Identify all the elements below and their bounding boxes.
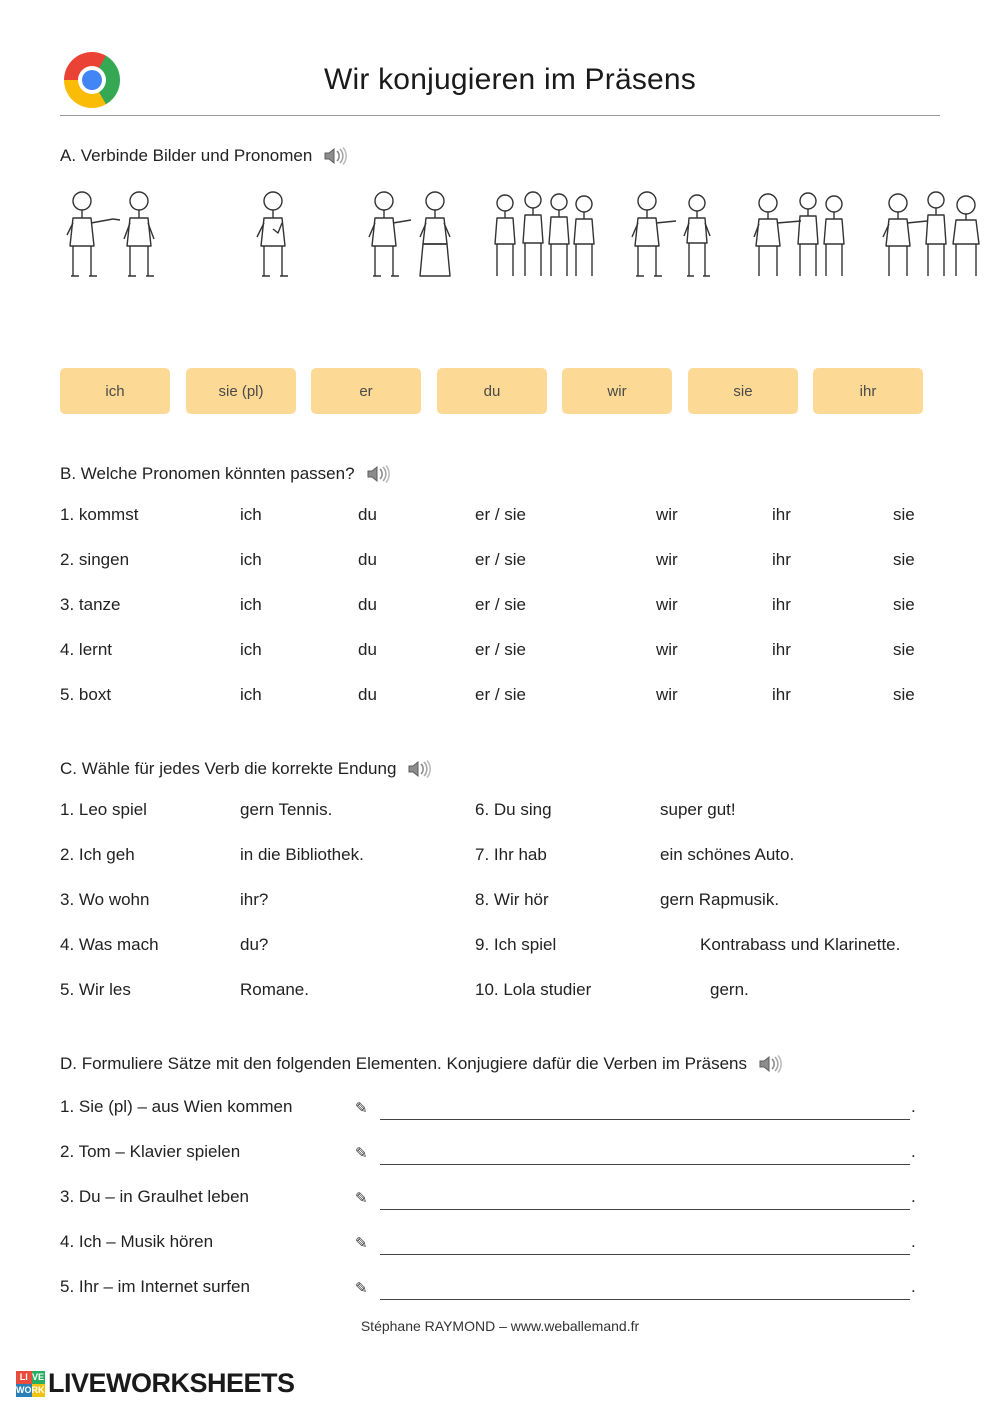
- option-wir[interactable]: wir: [656, 505, 678, 524]
- c-left-prompt-4: 4. Was mach: [60, 935, 159, 954]
- section-d-label: D. Formuliere Sätze mit den folgenden Elementen. Konjugiere dafür die Verben im Präsens: [60, 1054, 747, 1073]
- pen-icon: ✎: [355, 1190, 368, 1207]
- verb-label: 4. lernt: [60, 640, 112, 659]
- pronoun-chip-wir[interactable]: wir: [562, 368, 672, 414]
- chrome-icon: [64, 52, 120, 108]
- logo-cell-1: LI: [16, 1371, 32, 1384]
- c-left-tail-4: du?: [240, 935, 269, 954]
- speaker-icon[interactable]: [406, 758, 432, 780]
- pronoun-chip-sie-pl[interactable]: sie (pl): [186, 368, 296, 414]
- exercise-row: [60, 930, 940, 975]
- sentence-row: [60, 1182, 940, 1227]
- picture-group-of-three[interactable]: [878, 185, 984, 285]
- pronoun-chip-ihr[interactable]: ihr: [813, 368, 923, 414]
- pen-icon: ✎: [355, 1235, 368, 1252]
- section-d-heading: [60, 1053, 783, 1075]
- page-title: Wir konjugieren im Präsens: [324, 62, 696, 96]
- pronoun-chip-er[interactable]: er: [311, 368, 421, 414]
- period-2: .: [911, 1142, 916, 1161]
- section-a-images: [60, 185, 940, 285]
- c-left-prompt-5: 5. Wir les: [60, 980, 131, 999]
- speaker-icon[interactable]: [322, 145, 348, 167]
- option-ihr[interactable]: ihr: [772, 640, 791, 659]
- c-left-tail-2: in die Bibliothek.: [240, 845, 364, 864]
- d-prompt-5: 5. Ihr – im Internet surfen: [60, 1277, 250, 1296]
- section-c-heading: [60, 758, 432, 780]
- pronoun-chip-sie[interactable]: sie: [688, 368, 798, 414]
- table-row: [60, 590, 940, 635]
- c-right-prompt-7: 7. Ihr hab: [475, 845, 547, 864]
- option-ich[interactable]: ich: [240, 550, 262, 569]
- c-left-prompt-2: 2. Ich geh: [60, 845, 135, 864]
- option-ihr[interactable]: ihr: [772, 595, 791, 614]
- logo-cell-4: RK: [31, 1384, 45, 1395]
- period-4: .: [911, 1232, 916, 1251]
- exercise-row: [60, 795, 940, 840]
- answer-line-5[interactable]: [380, 1299, 910, 1300]
- option-ich[interactable]: ich: [240, 595, 262, 614]
- option-sie[interactable]: sie: [893, 685, 915, 704]
- picture-two-people-pointing[interactable]: [60, 185, 164, 285]
- author-credit: Stéphane RAYMOND – www.weballemand.fr: [360, 1318, 640, 1334]
- c-right-tail-8: gern Rapmusik.: [660, 890, 780, 909]
- logo-cell-3: WO: [16, 1384, 32, 1395]
- option-ihr[interactable]: ihr: [772, 505, 791, 524]
- answer-line-4[interactable]: [380, 1254, 910, 1255]
- period-5: .: [911, 1277, 916, 1296]
- speaker-icon[interactable]: [757, 1053, 783, 1075]
- c-left-prompt-1: 1. Leo spiel: [60, 800, 147, 819]
- picture-group-of-four[interactable]: [487, 185, 599, 285]
- option-du[interactable]: du: [358, 640, 377, 659]
- exercise-row: [60, 840, 940, 885]
- c-right-prompt-10: 10. Lola studier: [475, 980, 592, 999]
- option-wir[interactable]: wir: [656, 550, 678, 569]
- section-c-label: C. Wähle für jedes Verb die korrekte Endung: [60, 759, 397, 778]
- option-ich[interactable]: ich: [240, 505, 262, 524]
- c-right-tail-10: gern.: [710, 980, 749, 999]
- c-left-tail-3: ihr?: [240, 890, 269, 909]
- option-ich[interactable]: ich: [240, 685, 262, 704]
- d-prompt-4: 4. Ich – Musik hören: [60, 1232, 214, 1251]
- option-du[interactable]: du: [358, 595, 377, 614]
- option-du[interactable]: du: [358, 505, 377, 524]
- pen-icon: ✎: [355, 1145, 368, 1162]
- verb-label: 3. tanze: [60, 595, 121, 614]
- sentence-row: [60, 1092, 940, 1137]
- period-3: .: [911, 1187, 916, 1206]
- answer-line-1[interactable]: [380, 1119, 910, 1120]
- option-wir[interactable]: wir: [656, 640, 678, 659]
- pen-icon: ✎: [355, 1100, 368, 1117]
- option-wir[interactable]: wir: [656, 685, 678, 704]
- c-right-tail-6: super gut!: [660, 800, 736, 819]
- liveworksheets-logo-icon: [16, 1371, 45, 1397]
- option-er-sie[interactable]: er / sie: [475, 505, 527, 524]
- c-right-tail-7: ein schönes Auto.: [660, 845, 795, 864]
- d-prompt-1: 1. Sie (pl) – aus Wien kommen: [60, 1097, 293, 1116]
- d-prompt-2: 2. Tom – Klavier spielen: [60, 1142, 241, 1161]
- sentence-row: [60, 1137, 940, 1182]
- pronoun-chip-du[interactable]: du: [437, 368, 547, 414]
- option-du[interactable]: du: [358, 685, 377, 704]
- worksheet-header: [60, 44, 940, 116]
- option-sie[interactable]: sie: [893, 550, 915, 569]
- section-d-rows: [60, 1092, 940, 1317]
- c-left-tail-1: gern Tennis.: [240, 800, 333, 819]
- table-row: [60, 680, 940, 725]
- pronoun-chip-row: [60, 368, 940, 414]
- option-ihr[interactable]: ihr: [772, 685, 791, 704]
- c-right-prompt-8: 8. Wir hör: [475, 890, 549, 909]
- period-1: .: [911, 1097, 916, 1116]
- option-er-sie[interactable]: er / sie: [475, 685, 527, 704]
- c-left-prompt-3: 3. Wo wohn: [60, 890, 150, 909]
- sentence-row: [60, 1227, 940, 1272]
- section-c-rows: [60, 795, 940, 1020]
- liveworksheets-wordmark: LIVEWORKSHEETS: [48, 1368, 295, 1398]
- verb-label: 5. boxt: [60, 685, 112, 704]
- answer-line-2[interactable]: [380, 1164, 910, 1165]
- section-b-rows: [60, 500, 940, 725]
- section-b-heading: [60, 463, 391, 485]
- exercise-row: [60, 885, 940, 930]
- d-prompt-3: 3. Du – in Graulhet leben: [60, 1187, 250, 1206]
- option-ihr[interactable]: ihr: [772, 550, 791, 569]
- table-row: [60, 545, 940, 590]
- option-du[interactable]: du: [358, 550, 377, 569]
- option-ich[interactable]: ich: [240, 640, 262, 659]
- option-sie[interactable]: sie: [893, 505, 915, 524]
- picture-two-people-talking[interactable]: [360, 185, 462, 285]
- c-right-prompt-6: 6. Du sing: [475, 800, 552, 819]
- pen-icon: ✎: [355, 1280, 368, 1297]
- answer-line-3[interactable]: [380, 1209, 910, 1210]
- section-a-label: A. Verbinde Bilder und Pronomen: [60, 146, 313, 165]
- c-right-tail-9: Kontrabass und Klarinette.: [700, 935, 901, 954]
- option-er-sie[interactable]: er / sie: [475, 550, 527, 569]
- table-row: [60, 500, 940, 545]
- c-right-prompt-9: 9. Ich spiel: [475, 935, 557, 954]
- c-left-tail-5: Romane.: [240, 980, 309, 999]
- section-a-heading: [60, 145, 348, 167]
- picture-one-person-pointing-self[interactable]: [242, 185, 304, 285]
- table-row: [60, 635, 940, 680]
- option-wir[interactable]: wir: [656, 595, 678, 614]
- liveworksheets-footer: [16, 1368, 295, 1399]
- speaker-icon[interactable]: [365, 463, 391, 485]
- verb-label: 1. kommst: [60, 505, 139, 524]
- picture-three-people[interactable]: [750, 185, 850, 285]
- option-sie[interactable]: sie: [893, 640, 915, 659]
- option-sie[interactable]: sie: [893, 595, 915, 614]
- pronoun-chip-ich[interactable]: ich: [60, 368, 170, 414]
- section-b-label: B. Welche Pronomen könnten passen?: [60, 464, 355, 483]
- logo-cell-2: VE: [31, 1371, 44, 1382]
- option-er-sie[interactable]: er / sie: [475, 640, 527, 659]
- exercise-row: [60, 975, 940, 1020]
- picture-two-people-facing[interactable]: [625, 185, 723, 285]
- option-er-sie[interactable]: er / sie: [475, 595, 527, 614]
- verb-label: 2. singen: [60, 550, 130, 569]
- sentence-row: [60, 1272, 940, 1317]
